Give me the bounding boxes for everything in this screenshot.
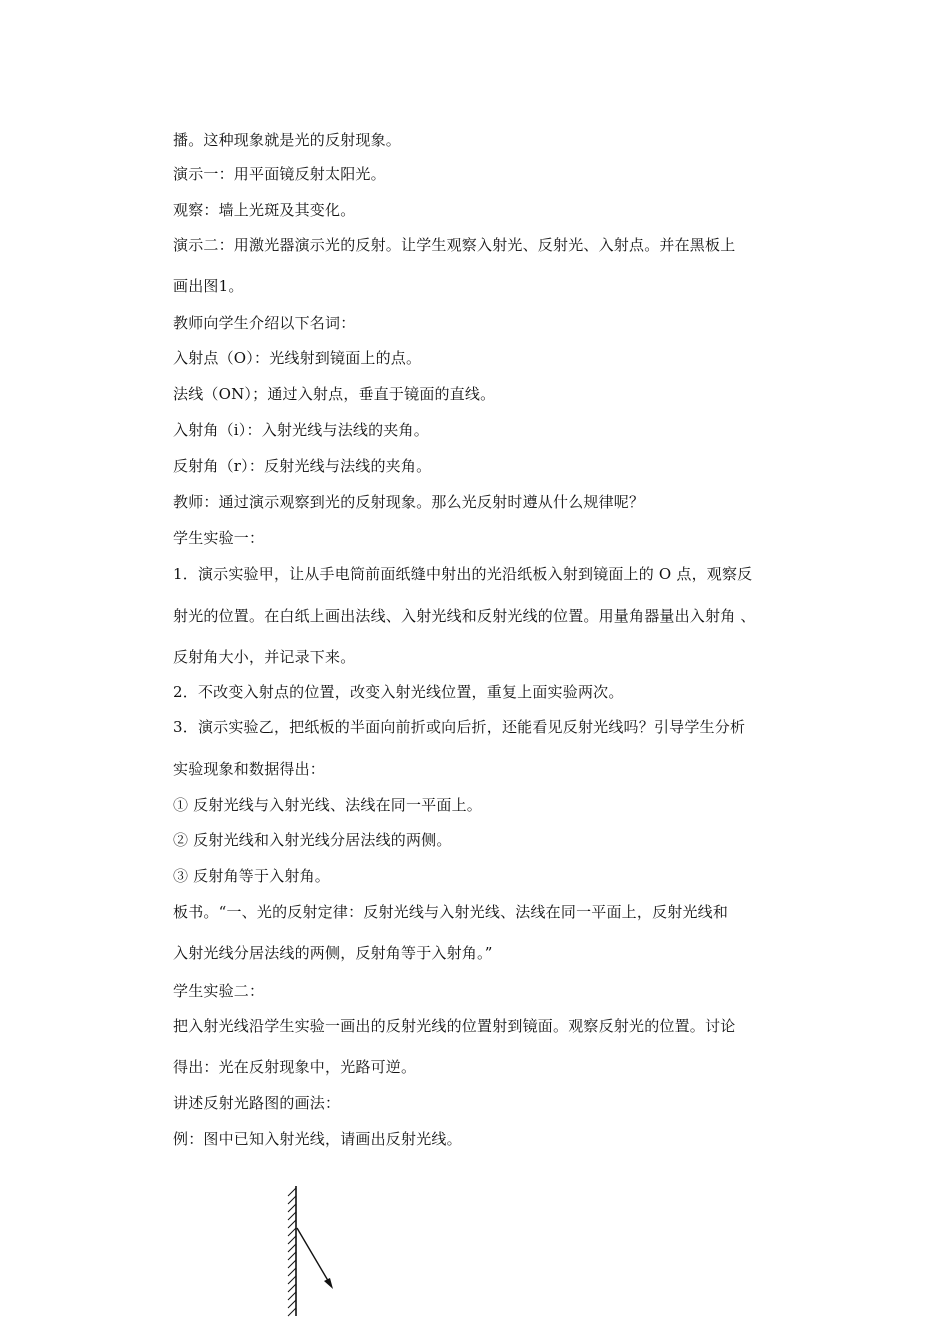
text-line: 3．演示实验乙，把纸板的半面向前折或向后折，还能看见反射光线吗？引导学生分析 xyxy=(173,718,746,736)
text-line: 射光的位置。在白纸上画出法线、入射光线和反射光线的位置。用量角器量出入射角 、 xyxy=(173,607,756,625)
text-line: 法线（ON）；通过入射点，垂直于镜面的直线。 xyxy=(173,385,496,403)
text-line: 例：图中已知入射光线，请画出反射光线。 xyxy=(173,1130,462,1148)
text-line: 反射角大小，并记录下来。 xyxy=(173,648,356,666)
ray-arrow xyxy=(297,1228,333,1289)
text-line: 讲述反射光路图的画法： xyxy=(173,1094,341,1112)
text-line: ① 反射光线与入射光线、法线在同一平面上。 xyxy=(173,796,482,814)
text-line: 入射光线分居法线的两侧，反射角等于入射角。” xyxy=(173,944,493,962)
text-line: 画出图1。 xyxy=(173,277,244,295)
text-line: 实验现象和数据得出： xyxy=(173,760,326,778)
reflection-diagram xyxy=(270,1180,360,1320)
text-line: 学生实验二： xyxy=(173,982,265,1000)
text-line: 1．演示实验甲，让从手电筒前面纸缝中射出的光沿纸板入射到镜面上的 O 点，观察反 xyxy=(173,565,753,583)
text-line: 入射角（i）：入射光线与法线的夹角。 xyxy=(173,421,429,439)
text-line: 反射角（r）：反射光线与法线的夹角。 xyxy=(173,457,432,475)
text-line: 得出：光在反射现象中，光路可逆。 xyxy=(173,1058,417,1076)
text-line: 教师向学生介绍以下名词： xyxy=(173,314,356,332)
text-line: 板书。“一、光的反射定律：反射光线与入射光线、法线在同一平面上，反射光线和 xyxy=(173,903,729,921)
plane-mirror xyxy=(288,1186,296,1316)
text-line: 演示一：用平面镜反射太阳光。 xyxy=(173,165,386,183)
text-line: 演示二：用激光器演示光的反射。让学生观察入射光、反射光、入射点。并在黑板上 xyxy=(173,236,736,254)
text-line: 入射点（O）：光线射到镜面上的点。 xyxy=(173,349,422,367)
text-line: ② 反射光线和入射光线分居法线的两侧。 xyxy=(173,831,452,849)
text-line: 观察：墙上光斑及其变化。 xyxy=(173,201,356,219)
text-line: 学生实验一： xyxy=(173,529,265,547)
text-line: 教师：通过演示观察到光的反射现象。那么光反射时遵从什么规律呢？ xyxy=(173,493,645,511)
text-line: 2．不改变入射点的位置，改变入射光线位置，重复上面实验两次。 xyxy=(173,683,624,701)
text-line: 把入射光线沿学生实验一画出的反射光线的位置射到镜面。观察反射光的位置。讨论 xyxy=(173,1017,736,1035)
text-line: ③ 反射角等于入射角。 xyxy=(173,867,330,885)
text-line: 播。这种现象就是光的反射现象。 xyxy=(173,131,402,149)
